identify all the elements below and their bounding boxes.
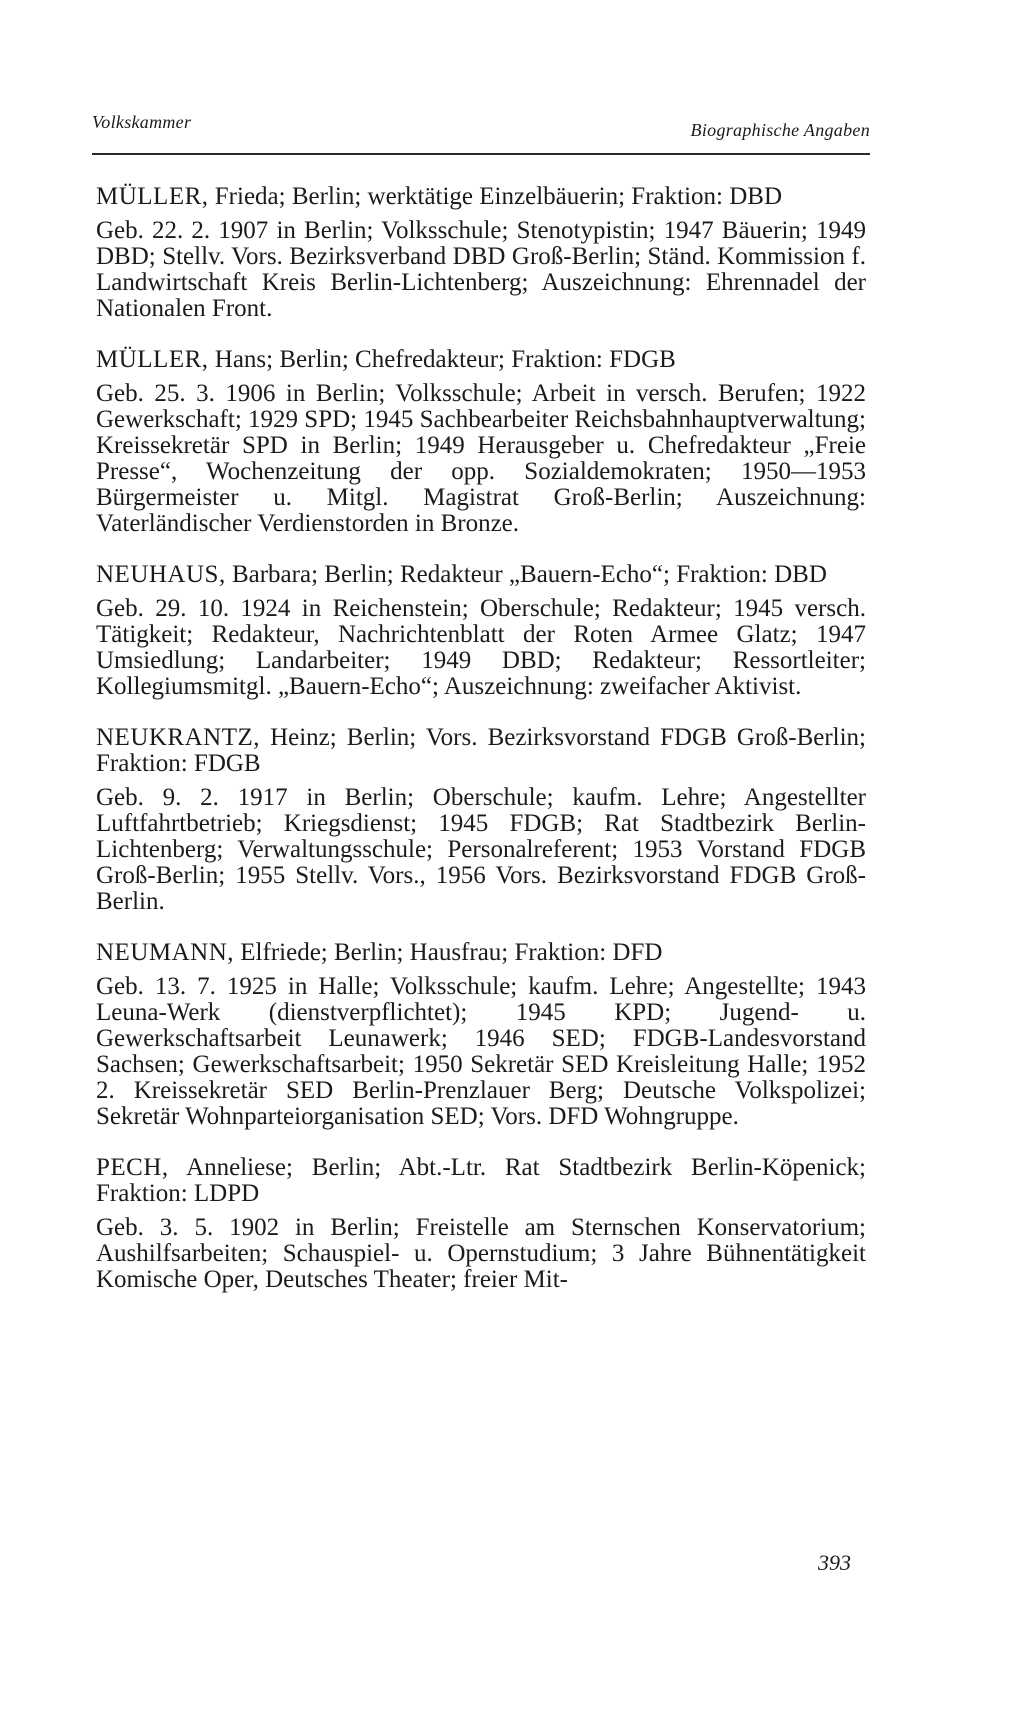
running-header <box>92 108 870 138</box>
entry-body: Geb. 29. 10. 1924 in Reichenstein; Oberschule; Redakteur; 1945 versch. Tätigkeit; Redakteur, Nachrichtenblatt der Roten Armee Glatz; 1947 Umsiedlung; Landarbeiter; 1949 DBD; Redakteur; Ressortleiter; Kollegiumsmitgl. „Bauern-Echo“; Auszeichnung: zweifacher Aktivist. <box>96 595 866 700</box>
entry-body: Geb. 3. 5. 1902 in Berlin; Freistelle am Sternschen Konservatorium; Aushilfsarbeiten; Schauspiel- u. Opernstudium; 3 Jahre Bühnentätigkeit Komische Oper, Deutsches Theater; freier Mit- <box>96 1214 866 1293</box>
entry-name: MÜLLER, <box>96 183 209 210</box>
entry-name: NEUMANN, <box>96 939 235 966</box>
entry-body: Geb. 13. 7. 1925 in Halle; Volksschule; kaufm. Lehre; Angestellte; 1943 Leuna-Werk (dienstverpflichtet); 1945 KPD; Jugend- u. Gewerkschaftsarbeit Leunawerk; 1946 SED; FDGB-Landesvorstand Sachsen; Gewerkschaftsarbeit; 1950 Sekretär SED Kreisleitung Halle; 1952 2. Kreissekretär SED Berlin-Prenzlauer Berg; Deutsche Volkspolizei; Sekretär Wohnparteiorganisation SED; Vors. DFD Wohngruppe. <box>96 973 866 1130</box>
entry-name: PECH, <box>96 1154 169 1181</box>
entry-body: Geb. 9. 2. 1917 in Berlin; Oberschule; kaufm. Lehre; Angestellter Luftfahrtbetrieb; Kriegsdienst; 1945 FDGB; Rat Stadtbezirk Berlin-Lichtenberg; Verwaltungsschule; Personalreferent; 1953 Vorstand FDGB Groß-Berlin; 1955 Stellv. Vors., 1956 Vors. Bezirksvorstand FDGB Groß-Berlin. <box>96 784 866 915</box>
entry-heading <box>96 562 866 588</box>
entry-heading-details: Heinz; Berlin; Vors. Bezirksvorstand FDGB Groß-Berlin; Fraktion: FDGB <box>96 724 866 777</box>
entry-body: Geb. 25. 3. 1906 in Berlin; Volksschule; Arbeit in versch. Berufen; 1922 Gewerkschaft; 1929 SPD; 1945 Sachbearbeiter Reichsbahnhauptverwaltung; Kreissekretär SPD in Berlin; 1949 Herausgeber u. Chefredakteur „Freie Presse“, Wochenzeitung der opp. Sozialdemokraten; 1950—1953 Bürgermeister u. Mitgl. Magistrat Groß-Berlin; Auszeichnung: Vaterländischer Verdienstorden in Bronze. <box>96 380 866 537</box>
entry-heading <box>96 1155 866 1207</box>
entry-name: NEUHAUS, <box>96 561 226 588</box>
entry-heading <box>96 940 866 966</box>
entry-heading <box>96 184 866 210</box>
entry-name: MÜLLER, <box>96 346 209 373</box>
biography-list <box>96 184 866 1318</box>
entry-name: NEUKRANTZ, <box>96 724 261 751</box>
entry-heading-details: Hans; Berlin; Chefredakteur; Fraktion: FDGB <box>208 346 676 373</box>
biography-entry <box>96 1155 866 1293</box>
entry-heading-details: Anneliese; Berlin; Abt.-Ltr. Rat Stadtbezirk Berlin-Köpenick; Fraktion: LDPD <box>96 1154 866 1207</box>
entry-heading <box>96 347 866 373</box>
biography-entry <box>96 184 866 322</box>
header-rule <box>92 153 870 155</box>
running-header-right: Biographische Angaben <box>690 120 870 140</box>
entry-body: Geb. 22. 2. 1907 in Berlin; Volksschule; Stenotypistin; 1947 Bäuerin; 1949 DBD; Stellv. Vors. Bezirksverband DBD Groß-Berlin; Ständ. Kommission f. Landwirtschaft Kreis Berlin-Lichtenberg; Auszeichnung: Ehrennadel der Nationalen Front. <box>96 217 866 322</box>
entry-heading-details: Elfriede; Berlin; Hausfrau; Fraktion: DFD <box>234 939 663 966</box>
page-number: 393 <box>818 1550 851 1575</box>
entry-heading-details: Barbara; Berlin; Redakteur „Bauern-Echo“; Fraktion: DBD <box>225 561 827 588</box>
running-header-left: Volkskammer <box>92 112 192 132</box>
entry-heading <box>96 725 866 777</box>
entry-heading-details: Frieda; Berlin; werktätige Einzelbäuerin; Fraktion: DBD <box>208 183 782 210</box>
biography-entry <box>96 347 866 537</box>
biography-entry <box>96 725 866 915</box>
biography-entry <box>96 562 866 700</box>
biography-entry <box>96 940 866 1130</box>
